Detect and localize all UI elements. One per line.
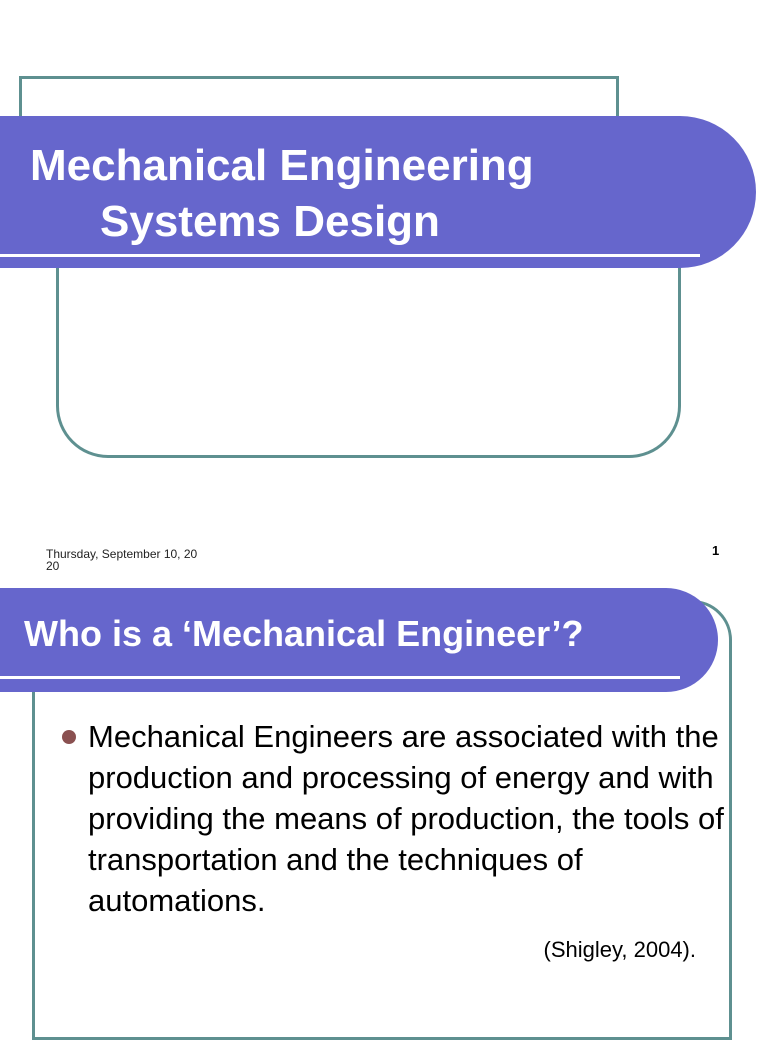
slide-1-title-line-2: Systems Design <box>100 197 440 246</box>
slide-1-title <box>30 138 534 250</box>
slide-2-banner-underline <box>0 676 680 679</box>
bullet-icon <box>62 730 76 744</box>
bullet-text: Mechanical Engineers are associated with the production and processing of energy and with providing the means of production, the tools of transportation and the techniques of automations. <box>88 719 724 918</box>
slide-1-title-banner <box>0 116 756 268</box>
slide-2-title-banner <box>0 588 718 692</box>
slide-date <box>46 548 216 572</box>
slide-1-banner-underline <box>0 254 700 257</box>
slide-2-title: Who is a ‘Mechanical Engineer’? <box>24 613 584 654</box>
slide-1-frame-body <box>56 250 681 458</box>
slide-date-line-1: Thursday, September 10, 20 <box>46 547 198 561</box>
slide-date-line-2: 20 <box>46 559 60 573</box>
slide-number: 1 <box>712 543 720 558</box>
slide-1-title-line-1: Mechanical Engineering <box>30 141 534 190</box>
citation: (Shigley, 2004). <box>543 937 696 962</box>
